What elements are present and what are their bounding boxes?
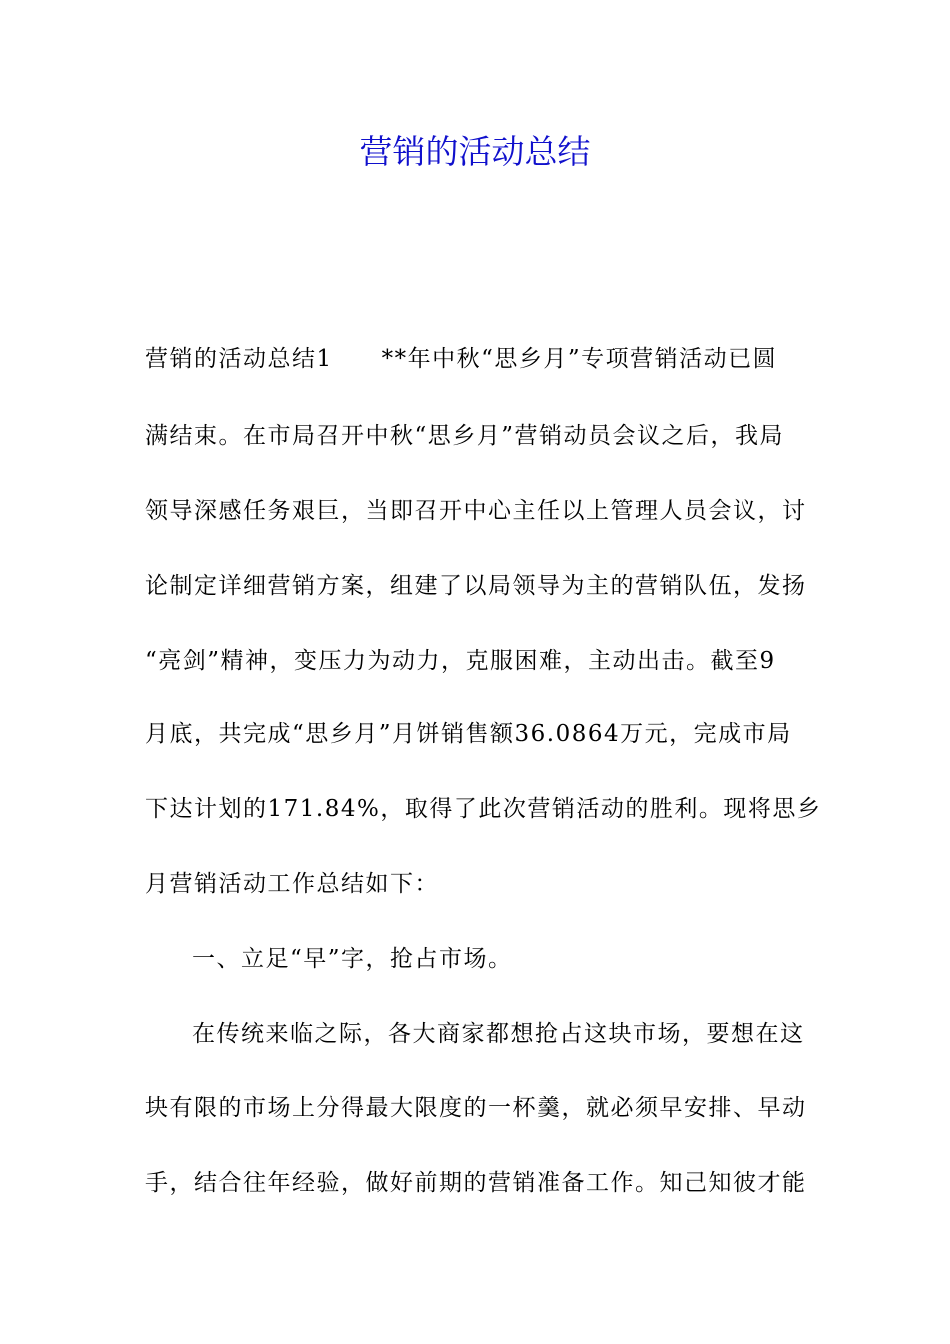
paragraph-line: 块有限的市场上分得最大限度的一杯羹，就必须早安排、早动 — [145, 1095, 807, 1121]
paragraph-line: 手，结合往年经验，做好前期的营销准备工作。知己知彼才能 — [145, 1170, 807, 1196]
paragraph-line: 领导深感任务艰巨，当即召开中心主任以上管理人员会议，讨 — [145, 498, 807, 524]
paragraph-line: 满结束。在市局召开中秋“思乡月”营销动员会议之后，我局 — [145, 423, 785, 449]
document-title: 营销的活动总结 — [359, 132, 591, 171]
paragraph-line: 论制定详细营销方案，组建了以局领导为主的营销队伍，发扬 — [145, 573, 807, 599]
paragraph-line: 营销的活动总结1 **年中秋“思乡月”专项营销活动已圆 — [145, 346, 778, 372]
paragraph-line: “亮剑”精神，变压力为动力，克服困难，主动出击。截至9 — [145, 648, 776, 674]
paragraph-line: 在传统来临之际，各大商家都想抢占这块市场，要想在这 — [192, 1021, 805, 1047]
section-heading: 一、立足“早”字，抢占市场。 — [192, 946, 513, 972]
paragraph-line: 下达计划的171.84%，取得了此次营销活动的胜利。现将思乡 — [145, 796, 822, 822]
paragraph-line: 月营销活动工作总结如下： — [145, 871, 439, 897]
paragraph-line: 月底，共完成“思乡月”月饼销售额36.0864万元，完成市局 — [145, 721, 792, 747]
